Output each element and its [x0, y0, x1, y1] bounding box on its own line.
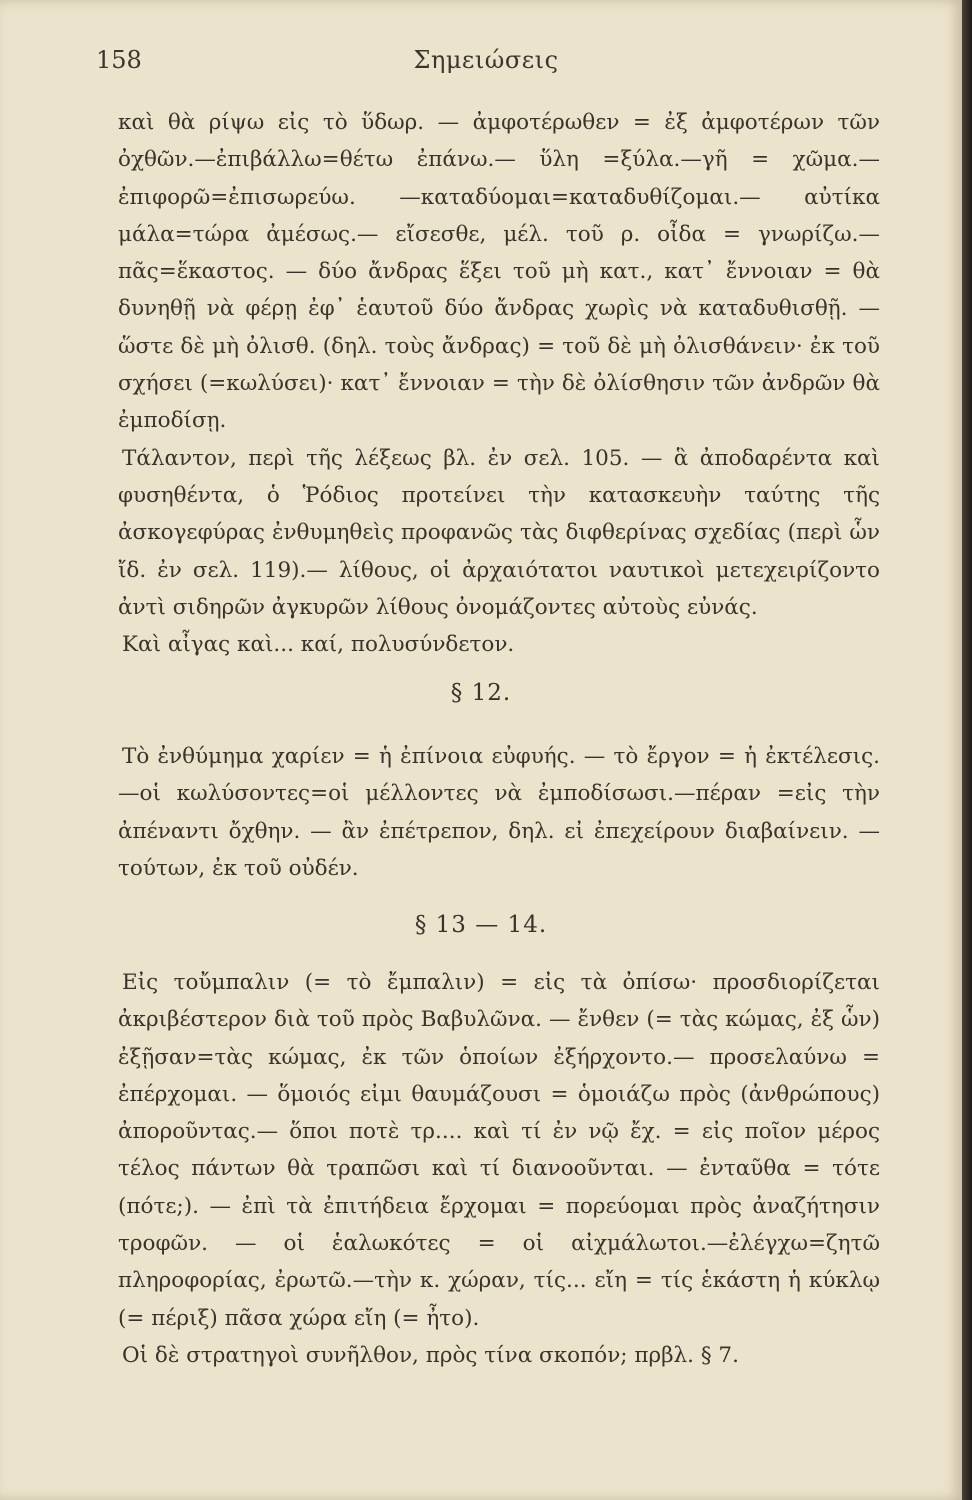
page-number: 158	[96, 46, 142, 74]
note-paragraph: Καὶ αἶγας καὶ... καί, πολυσύνδετον.	[122, 632, 515, 658]
page-edge	[962, 0, 972, 1500]
notes-block-1	[118, 104, 880, 663]
page-header	[96, 46, 876, 82]
note-paragraph: καὶ θὰ ρίψω εἰς τὸ ὕδωρ. — ἀμφοτέρωθεν = ἐξ ἀμφοτέρων τῶν ὀχθῶν.—ἐπιβάλλω=θέτω ἐπάνω.— ὕλη =ξύλα.—γῆ = χῶμα.— ἐπιφορῶ=ἐπισωρεύω. —καταδύομαι=καταδυθίζομαι.— αὐτίκα μάλα=τώρα ἀμέσως.— εἴσεσθε, μέλ. τοῦ ρ. οἶδα = γνωρίζω.— πᾶς=ἕκαστος. — δύο ἄνδρας ἕξει τοῦ μὴ κατ., κατ᾽ ἔννοιαν = θὰ δυνηθῇ νὰ φέρῃ ἐφ᾽ ἑαυτοῦ δύο ἄνδρας χωρὶς νὰ καταδυθισθῇ. — ὥστε δὲ μὴ ὀλισθ. (δηλ. τοὺς ἄνδρας) = τοῦ δὲ μὴ ὀλισθάνειν· ἐκ τοῦ σχήσει (=κωλύσει)· κατ᾽ ἔννοιαν = τὴν δὲ ὀλίσθησιν τῶν ἀνδρῶν θὰ ἐμποδίσῃ.	[118, 110, 880, 434]
note-paragraph: Οἱ δὲ στρατηγοὶ συνῆλθον, πρὸς τίνα σκοπόν; πρβλ. § 7.	[122, 1342, 739, 1368]
note-paragraph: Τάλαντον, περὶ τῆς λέξεως βλ. ἐν σελ. 105. — ἃ ἀποδαρέντα καὶ φυσηθέντα, ὁ Ῥόδιος προτείνει τὴν κατασκευὴν ταύτης τῆς ἀσκογεφύρας ἐνθυμηθεὶς προφανῶς τὰς διφθερίνας σχεδίας (περὶ ὧν ἴδ. ἐν σελ. 119).— λίθους, οἱ ἀρχαιότατοι ναυτικοὶ μετεχειρίζοντο ἀντὶ σιδηρῶν ἀγκυρῶν λίθους ὀνομάζοντες αὐτοὺς εὐνάς.	[118, 445, 880, 620]
section-heading-13-14: § 13 — 14.	[414, 912, 548, 938]
note-paragraph: Εἰς τοὔμπαλιν (= τὸ ἔμπαλιν) = εἰς τὰ ὀπίσω· προσδιορίζεται ἀκριβέστερον διὰ τοῦ πρὸς Βαβυλῶνα. — ἔνθεν (= τὰς κώμας, ἐξ ὧν) ἐξῇσαν=τὰς κώμας, ἐκ τῶν ὁποίων ἐξήρχοντο.— προσελαύνω = ἐπέρχομαι. — ὅμοιός εἰμι θαυμάζουσι = ὁμοιάζω πρὸς (ἀνθρώπους) ἀποροῦντας.— ὅποι ποτὲ τρ.... καὶ τί ἐν νῷ ἔχ. = εἰς ποῖον μέρος τέλος πάντων θὰ τραπῶσι καὶ τί διανοοῦνται. — ἐνταῦθα = τότε (πότε;). — ἐπὶ τὰ ἐπιτήδεια ἔρχομαι = πορεύομαι πρὸς ἀναζήτησιν τροφῶν. — οἱ ἑαλωκότες = οἱ αἰχμάλωτοι.—ἐλέγχω=ζητῶ πληροφορίας, ἐρωτῶ.—τὴν κ. χώραν, τίς... εἴη = τίς ἑκάστη ἡ κύκλῳ (= πέριξ) πᾶσα χώρα εἴη (= ἦτο).	[118, 970, 880, 1331]
notes-block-13-14	[118, 964, 880, 1374]
notes-block-12	[118, 738, 880, 887]
running-title: Σημειώσεις	[413, 46, 559, 74]
note-paragraph: Τὸ ἐνθύμημα χαρίεν = ἡ ἐπίνοια εὐφυής. — τὸ ἔργον = ἡ ἐκτέλεσις.—οἱ κωλύσοντες=οἱ μέλλοντες νὰ ἐμποδίσωσι.—πέραν =εἰς τὴν ἀπέναντι ὄχθην. — ἂν ἐπέτρεπον, δηλ. εἰ ἐπεχείρουν διαβαίνειν. — τούτων, ἐκ τοῦ οὐδέν.	[118, 744, 880, 881]
section-heading-12: § 12.	[450, 680, 512, 706]
